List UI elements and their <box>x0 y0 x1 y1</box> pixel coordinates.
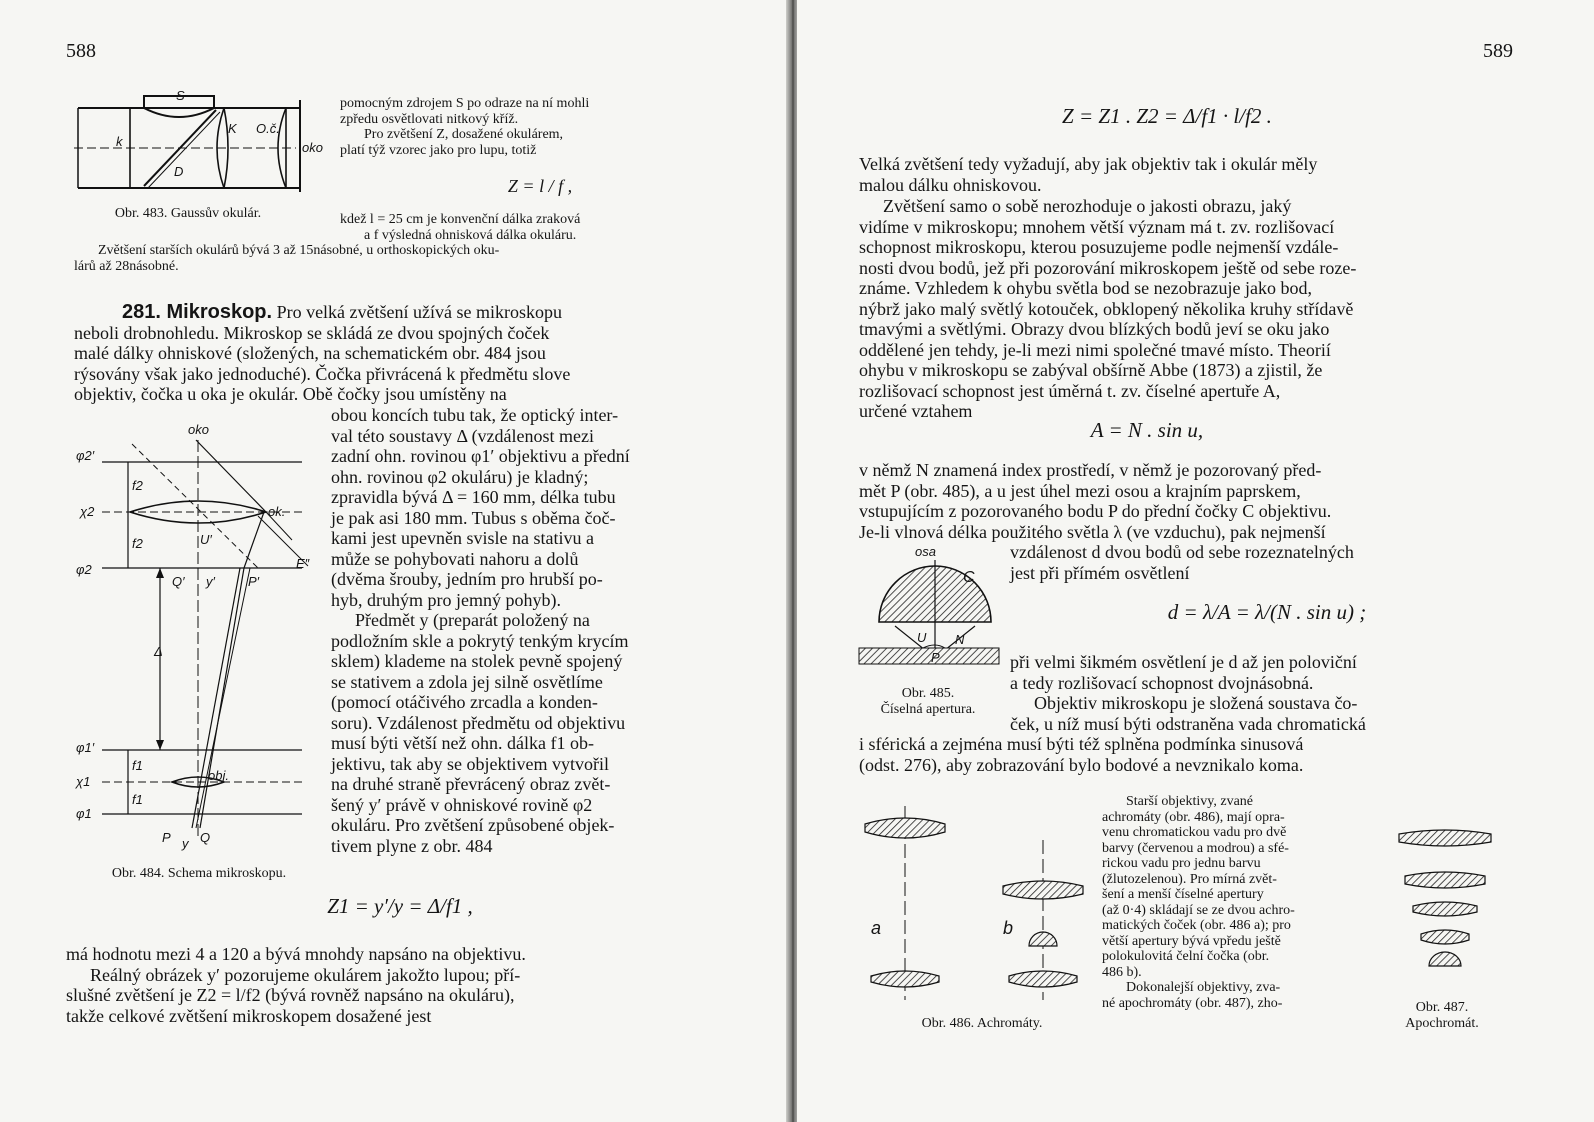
note-paragraph-continued <box>74 243 707 274</box>
fig484-label-u: U′ <box>200 532 212 547</box>
text-line: v němž N znamená index prostředí, v němž je pozorovaný před- <box>859 460 1322 480</box>
text-line: má hodnotu mezi 4 a 120 a bývá mnohdy napsáno na objektivu. <box>66 944 526 964</box>
section-281-intro <box>74 302 707 405</box>
right-page <box>797 0 1594 1122</box>
fig484-label-f2a: f2 <box>132 478 143 493</box>
fig484-label-delta: Δ <box>154 644 163 659</box>
text-line: malé dálky ohniskové (složených, na schematickém obr. 484 jsou <box>74 343 546 363</box>
page-number-right: 589 <box>1483 40 1513 62</box>
text-line: šený y′ právě v ohniskové rovině φ2 <box>331 794 593 815</box>
text-line: barvy (červenou a modrou) a sfé- <box>1102 840 1289 856</box>
text-line: schopnost mikroskopu, kterou posuzujeme podle nejmenší vzdále- <box>859 237 1339 257</box>
fig484-label-q: Q′ <box>172 574 185 589</box>
text-line: Velká zvětšení tedy vyžadují, aby jak objektiv tak i okulár měly <box>859 154 1318 174</box>
fig484-label-chi1: χ1 <box>76 774 91 789</box>
text-line: rickou vadu pro jednu barvu <box>1102 856 1261 871</box>
text-line: Předmět y (preparát položený na <box>355 610 590 630</box>
text-line: rýsovány však jako jednoduché). Čočka přivrácená k předmětu slove <box>74 363 571 384</box>
text-line: kami jest upevněn svisle na stativu a <box>331 528 594 548</box>
text-line: Starší objektivy, zvané <box>1126 794 1254 809</box>
text-line: vstupujícím z pozorovaného bodu P do přední čočky C objektivu. <box>859 501 1332 521</box>
fig485-caption-1: Obr. 485. <box>901 686 955 701</box>
text-line: zpravidla bývá Δ = 160 mm, délka tubu <box>331 487 616 507</box>
fig483-label-kk: K <box>228 121 237 136</box>
formula-aperture: A = N . sin u, <box>1090 418 1204 442</box>
text-line: ček, u níž musí býti odstraněna vada chromatická <box>1010 713 1366 734</box>
text-line: jest při přímém osvětlení <box>1010 562 1190 583</box>
text-line: neboli drobnohledu. Mikroskop se skládá ze dvou spojných čoček <box>74 322 550 343</box>
text-line: objektiv, čočka u oka je okulár. Obě čočky jsou umístěny na <box>74 384 507 404</box>
text-line: Je-li vlnová délka použitého světla λ (ve vzduchu), pak nejmenší <box>859 521 1326 542</box>
fig483-label-d: D <box>174 164 184 179</box>
text-line: matických čoček (obr. 486 a); pro <box>1102 918 1291 933</box>
fig485-caption-2: Číselná apertura. <box>880 702 976 717</box>
fig484-label-obj: obj. <box>208 768 229 783</box>
figure-483-gauss-eyepiece <box>74 88 323 200</box>
text-line: se stativem a zdola jej silně osvětlíme <box>331 671 603 692</box>
fig484-label-phi1: φ1 <box>76 806 92 821</box>
text-line: Zvětšení starších okulárů bývá 3 až 15násobné, u orthoskopických oku- <box>98 243 500 258</box>
text-line: soru). Vzdálenost předmětu od objektivu <box>331 712 626 733</box>
text-line: Pro velká zvětšení užívá se mikroskopu <box>276 302 562 322</box>
fig484-label-pp: P <box>162 830 171 845</box>
paragraph-2 <box>859 196 1507 422</box>
fig484-label-f1a: f1 <box>132 758 143 773</box>
page-number-left: 588 <box>66 40 96 62</box>
text-line: zpředu osvětlovati nitkový kříž. <box>340 111 519 127</box>
fig483-label-k: k <box>116 134 123 149</box>
fig483-label-s: S <box>176 88 185 103</box>
fig484-label-f1b: f1 <box>132 792 143 807</box>
text-line: a tedy rozlišovací schopnost dvojnásobná. <box>1010 672 1314 693</box>
text-line: známe. Vzhledem k ohybu světla bod se nezobrazuje jako bod, <box>859 278 1313 298</box>
section-281-column <box>331 405 707 856</box>
text-line: i sférická a zejména musí býti též splněna podmínka sinusová <box>859 734 1304 754</box>
text-line: Zvětšení samo o sobě nerozhoduje o jakosti obrazu, jaký <box>883 196 1292 216</box>
fig487-caption-2: Apochromát. <box>1405 1016 1479 1031</box>
text-line: vzdálenost d dvou bodů od sebe rozeznatelných <box>1010 542 1354 562</box>
left-page <box>0 0 789 1122</box>
text-line: nýbrž jako malý světlý kotouček, obklopený několika kruhy střídavě <box>859 298 1354 319</box>
fig483-caption: Obr. 483. Gaussův okulár. <box>114 206 262 221</box>
text-line: na druhé straně převrácený obraz zvět- <box>331 774 611 794</box>
fig484-label-qq: Q <box>200 830 211 845</box>
text-line: slušné zvětšení je Z2 = l/f2 (bývá rovněž napsáno na okuláru), <box>66 985 515 1005</box>
fig484-label-yp: y′ <box>206 574 215 589</box>
text-line: okuláru. Pro zvětšení způsobené objek- <box>331 815 615 835</box>
formula-z1: Z1 = y′/y = Δ/f1 , <box>327 894 473 918</box>
fig484-label-oko: oko <box>188 422 209 437</box>
text-line: polokulovitá čelní čočka (obr. <box>1102 949 1270 964</box>
text-line: Dokonalejší objektivy, zva- <box>1126 980 1281 995</box>
text-line: (pomocí otáčivého zrcadla a konden- <box>331 692 598 712</box>
text-line: Reálný obrázek y′ pozorujeme okulárem jakožto lupou; pří- <box>90 964 521 985</box>
text-line: lárů až 28násobné. <box>74 258 179 274</box>
text-line: zadní ohn. rovinou φ1′ objektivu a přední <box>331 446 630 466</box>
text-line: tmavými a světlými. Obrazy dvou blízkých bodů jeví se oku jako <box>859 319 1330 339</box>
text-line: oddělené jen tehdy, je-li mezi nimi společné tmavé místo. Theorií <box>859 339 1331 360</box>
intro-paragraph <box>340 96 707 158</box>
fig484-label-ok: ok. <box>268 504 286 519</box>
figure-486-achromats <box>857 800 1097 1010</box>
text-line: určené vztahem <box>859 401 973 421</box>
fig486-label-a: a <box>871 918 882 938</box>
fig486-caption: Obr. 486. Achromáty. <box>921 1016 1043 1031</box>
formula-resolution: d = λ/A = λ/(N . sin u) ; <box>1167 600 1367 624</box>
text-line: takže celkové zvětšení mikroskopem dosažené jest <box>66 1005 432 1026</box>
text-line: jektivu, tak aby se objektivem vytvořil <box>331 753 609 774</box>
fig485-label-u: U <box>917 630 927 645</box>
fig483-label-oc: O.č. <box>256 121 280 136</box>
fig487-caption-1: Obr. 487. <box>1415 1000 1469 1015</box>
text-line: tivem plyne z obr. 484 <box>331 835 493 856</box>
fig484-label-chi2: χ2 <box>80 504 95 519</box>
text-line: ohn. rovinou φ2 okuláru) je kladný; <box>331 466 589 487</box>
figure-487-apochromat <box>1385 826 1505 996</box>
fig485-label-p: P <box>931 650 940 665</box>
section-heading: 281. Mikroskop. <box>122 301 273 323</box>
figure-484-microscope-schema <box>72 420 322 860</box>
text-line: achromáty (obr. 486), mají opra- <box>1102 809 1285 825</box>
text-line: obou koncích tubu tak, že optický inter- <box>331 405 619 425</box>
text-line: mět P (obr. 485), a u jest úhel mezi osou a krajním paprskem, <box>859 480 1301 501</box>
text-line: nosti dvou bodů, jež při pozorování mikroskopem ještě od sebe roze- <box>859 257 1357 278</box>
figure-485-numerical-aperture <box>859 544 1009 678</box>
text-line: je pak asi 180 mm. Tubus s oběma čoč- <box>331 507 616 528</box>
text-line: né apochromáty (obr. 487), zho- <box>1102 995 1283 1011</box>
text-line: musí býti větší než ohn. dálka f1 ob- <box>331 733 594 753</box>
paragraph-5b <box>859 734 1507 775</box>
fig484-label-p: P′ <box>248 574 260 589</box>
text-line: Pro zvětšení Z, dosažené okulárem, <box>364 127 564 142</box>
text-line: kdež l = 25 cm je konvenční dálka zraková <box>340 212 581 227</box>
text-line: šení a menší číselné apertury <box>1102 887 1264 902</box>
fig484-label-y: y <box>182 836 189 851</box>
text-line: rozlišovací schopnost jest úměrná t. zv. číselné apertuře A, <box>859 380 1281 401</box>
fig485-label-c: C <box>963 569 975 586</box>
fig484-label-f2b: f2 <box>132 536 143 551</box>
text-line: (dvěma šrouby, jedním pro hrubší po- <box>331 569 603 589</box>
fig484-label-e: E″ <box>296 556 310 571</box>
paragraph-1 <box>859 154 1507 195</box>
text-line: (odst. 276), aby zobrazování bylo bodové a nevznikalo koma. <box>859 754 1304 775</box>
bottom-paragraph <box>66 944 707 1026</box>
fig486-label-b: b <box>1003 918 1014 938</box>
fig485-label-osa: osa <box>915 544 936 559</box>
text-line: sklem) klademe na stolek pevně spojený <box>331 651 623 671</box>
text-line: 486 b). <box>1102 964 1142 980</box>
text-line: malou dálku ohniskovou. <box>859 174 1042 195</box>
text-line: větší apertury bývá vpředu ještě <box>1102 933 1281 949</box>
note-paragraph <box>340 212 707 243</box>
fig483-label-oko: oko <box>302 140 323 155</box>
paragraph-3 <box>859 460 1507 542</box>
text-line: (žlutozelenou). Pro mírná zvět- <box>1102 871 1277 887</box>
formula-z: Z = l / f , <box>507 176 573 196</box>
text-line: a f výsledná ohnisková dálka okuláru. <box>364 227 577 243</box>
text-line: vidíme v mikroskopu; mnohem větší význam má t. zv. rozlišovací <box>859 216 1335 237</box>
text-line: (až 0·4) skládají se ze dvou achro- <box>1102 902 1295 918</box>
fig485-label-n: N <box>955 632 965 647</box>
text-line: může se pohybovati nahoru a dolů <box>331 548 579 569</box>
text-line: platí týž vzorec jako pro lupu, totiž <box>340 142 537 158</box>
fig484-label-phi1p: φ1′ <box>76 740 95 755</box>
text-line: podložním skle a pokrytý tenkým krycím <box>331 630 629 651</box>
paragraph-5a <box>1010 652 1507 734</box>
text-line: hyb, druhým pro jemný pohyb). <box>331 589 561 610</box>
middle-paragraph <box>1102 794 1374 1011</box>
text-line: Objektiv mikroskopu je složená soustava čo- <box>1034 693 1358 713</box>
paragraph-4 <box>1010 542 1507 583</box>
text-line: venu chromatickou vadu pro dvě <box>1102 825 1287 840</box>
text-line: při velmi šikmém osvětlení je d až jen poloviční <box>1010 652 1357 672</box>
text-line: pomocným zdrojem S po odraze na ní mohli <box>340 96 590 111</box>
fig484-label-phi2p: φ2′ <box>76 448 95 463</box>
fig484-caption: Obr. 484. Schema mikroskopu. <box>111 866 287 881</box>
fig484-label-phi2: φ2 <box>76 562 92 577</box>
formula-total: Z = Z1 . Z2 = Δ/f1 · l/f2 . <box>1062 104 1272 128</box>
text-line: ohybu v mikroskopu se zabýval obšírně Abbe (1873) a zjistil, že <box>859 360 1323 380</box>
text-line: val této soustavy Δ (vzdálenost mezi <box>331 425 595 446</box>
